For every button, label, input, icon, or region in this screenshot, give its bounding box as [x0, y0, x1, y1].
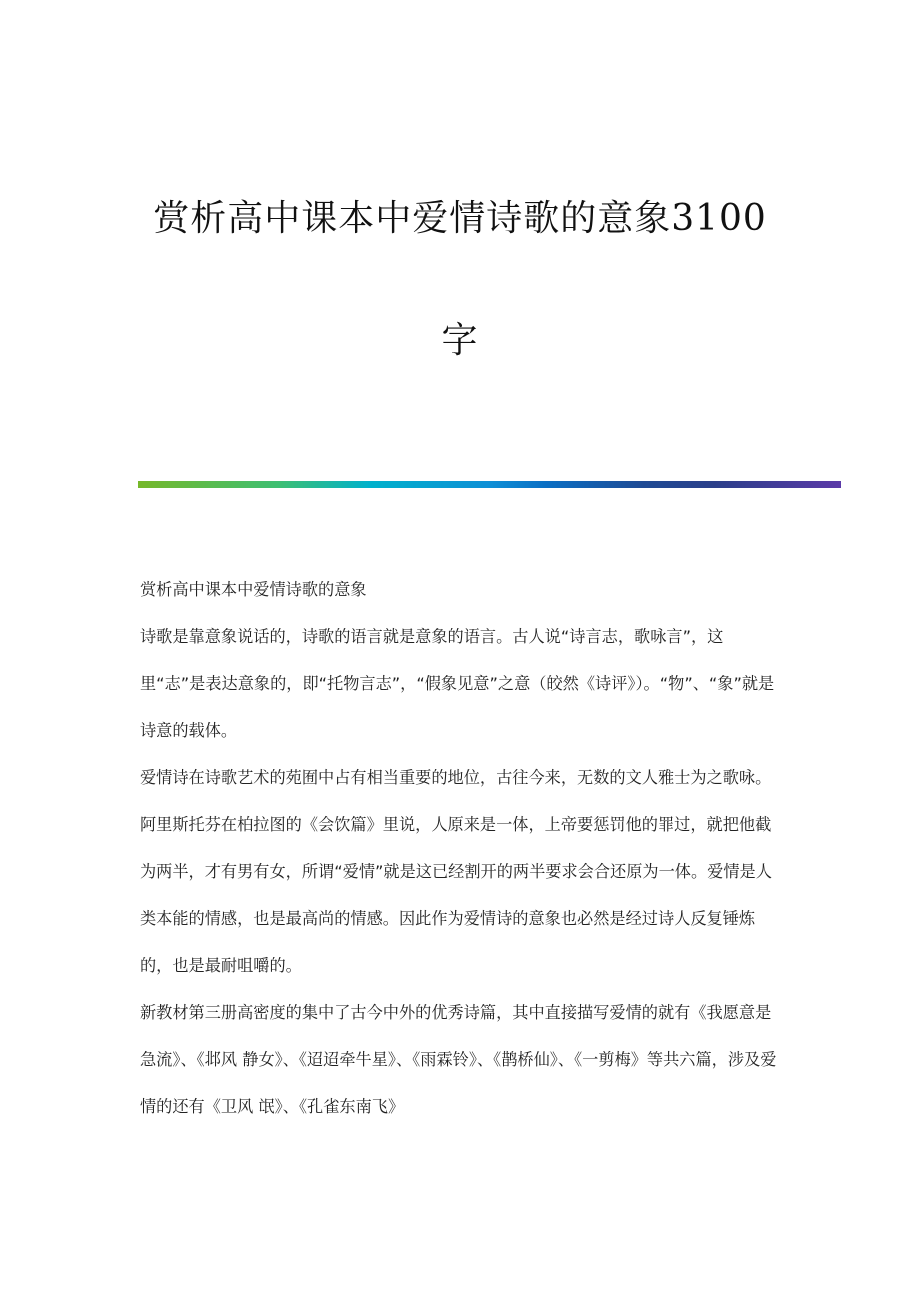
- paragraph-2: 爱情诗在诗歌艺术的苑囿中占有相当重要的地位，古往今来，无数的文人雅士为之歌咏。阿里斯托芬在柏拉图的《会饮篇》里说，人原来是一体，上帝要惩罚他的罪过，就把他截为两半，才有男有女，所谓“爱情”就是这已经割开的两半要求会合还原为一体。爱情是人类本能的情感，也是最高尚的情感。因此作为爱情诗的意象也必然是经过诗人反复锤炼的，也是最耐咀嚼的。: [140, 768, 772, 975]
- document-title-continued: 字: [441, 320, 479, 361]
- document-title: 赏析高中课本中爱情诗歌的意象3100: [153, 198, 767, 239]
- paragraph-3: 新教材第三册高密度的集中了古今中外的优秀诗篇，其中直接描写爱情的就有《我愿意是急流》、《邶风 静女》、《迢迢牵牛星》、《雨霖铃》、《鹊桥仙》、《一剪梅》等共六篇，涉及爱情的还有《卫风 氓》、《孔雀东南飞》: [140, 1003, 777, 1116]
- document-body: [140, 566, 780, 1130]
- paragraph-1: 诗歌是靠意象说话的，诗歌的语言就是意象的语言。古人说“诗言志，歌咏言”，这里“志”是表达意象的，即“托物言志”，“假象见意”之意（皎然《诗评》）。“物”、“象”就是诗意的载体。: [140, 627, 775, 740]
- gradient-divider: [138, 481, 841, 488]
- section-subheading: 赏析高中课本中爱情诗歌的意象: [140, 580, 367, 599]
